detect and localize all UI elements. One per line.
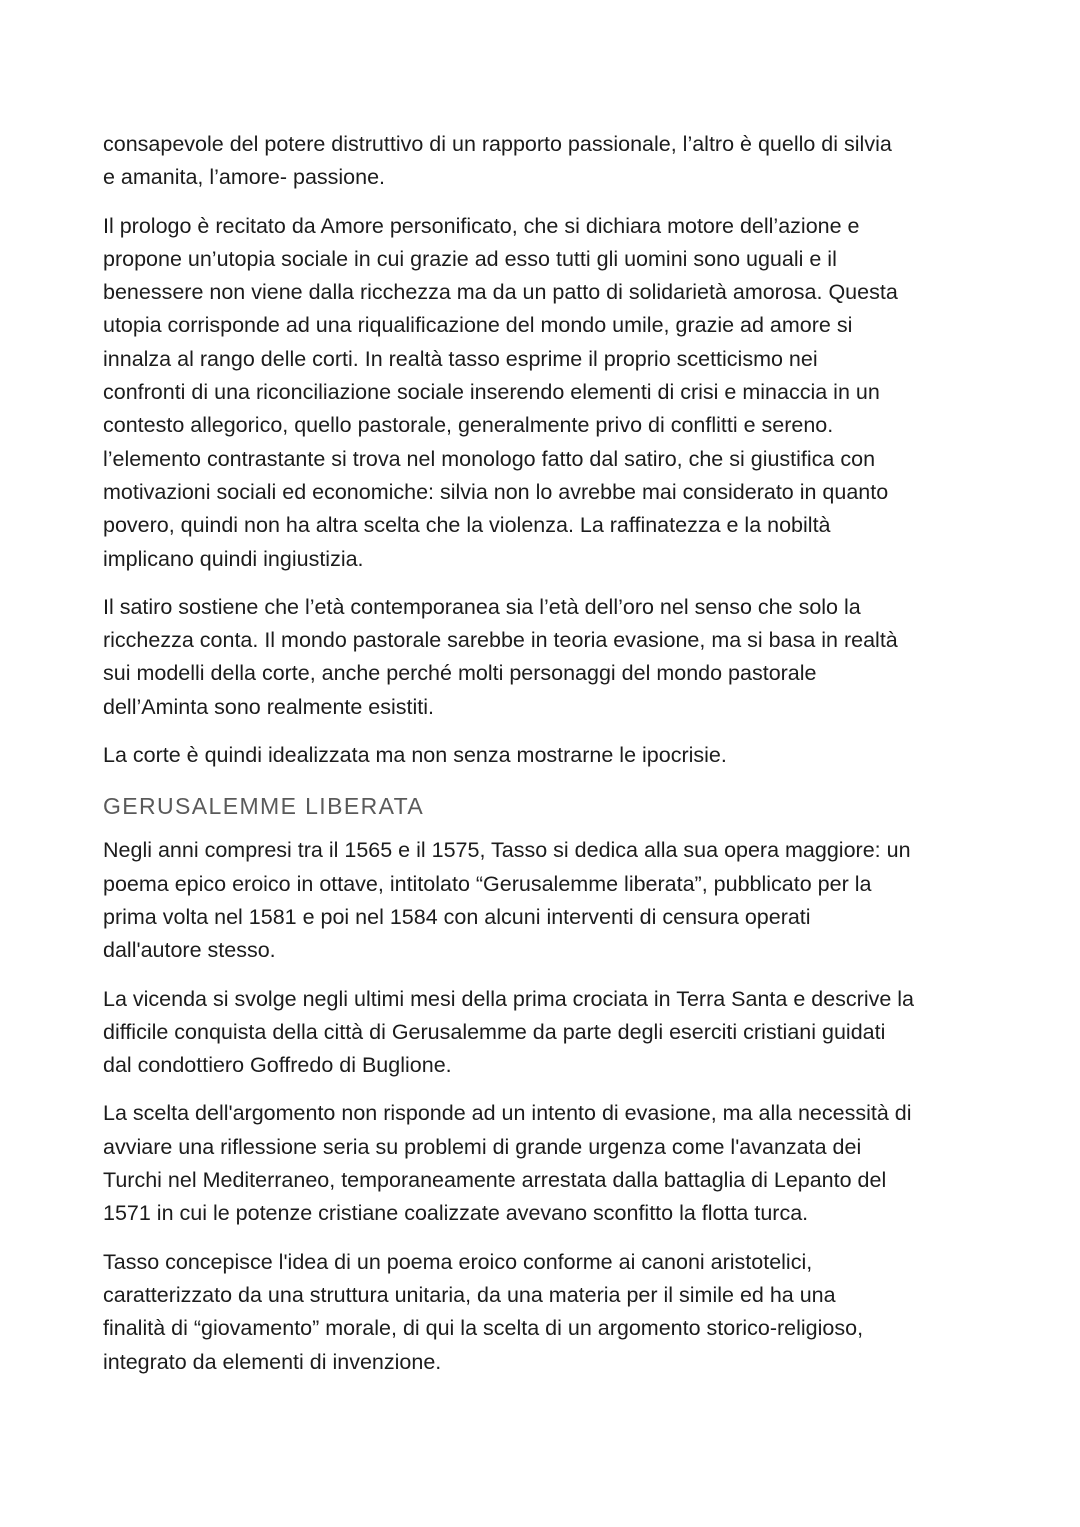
text-line: 1571 in cui le potenze cristiane coalizzate avevano sconfitto la flotta turca. <box>103 1201 809 1226</box>
text-line: La corte è quindi idealizzata ma non senza mostrarne le ipocrisie. <box>103 743 727 768</box>
text-line: integrato da elementi di invenzione. <box>103 1349 442 1374</box>
text-line: prima volta nel 1581 e poi nel 1584 con alcuni interventi di censura operati <box>103 904 811 929</box>
text-line: contesto allegorico, quello pastorale, generalmente privo di conflitti e sereno. <box>103 413 834 438</box>
text-line: La vicenda si svolge negli ultimi mesi della prima crociata in Terra Santa e descrive la <box>103 986 915 1011</box>
text-line: utopia corrisponde ad una riqualificazione del mondo umile, grazie ad amore si <box>103 313 853 338</box>
text-line: finalità di “giovamento” morale, di qui la scelta di un argomento storico-religioso, <box>103 1316 864 1341</box>
section-heading: GERUSALEMME LIBERATA <box>103 793 425 820</box>
text-line: ricchezza conta. Il mondo pastorale sarebbe in teoria evasione, ma si basa in realtà <box>103 628 898 653</box>
text-line: implicano quindi ingiustizia. <box>103 546 364 571</box>
paragraph-3 <box>103 591 993 724</box>
paragraph-5 <box>103 834 993 967</box>
text-line: Il satiro sostiene che l’età contemporanea sia l’età dell’oro nel senso che solo la <box>103 594 861 619</box>
text-line: povero, quindi non ha altra scelta che la violenza. La raffinatezza e la nobiltà <box>103 513 831 538</box>
paragraph-7 <box>103 1097 993 1230</box>
text-line: sui modelli della corte, anche perché molti personaggi del mondo pastorale <box>103 661 817 686</box>
paragraph-4 <box>103 739 993 772</box>
paragraph-2 <box>103 210 993 576</box>
document-body <box>103 128 993 1394</box>
paragraph-6 <box>103 983 993 1083</box>
text-line: motivazioni sociali ed economiche: silvia non lo avrebbe mai considerato in quanto <box>103 479 889 504</box>
text-line: caratterizzato da una struttura unitaria, da una materia per il simile ed ha una <box>103 1282 836 1307</box>
text-line: propone un’utopia sociale in cui grazie ad esso tutti gli uomini sono uguali e il <box>103 246 837 271</box>
text-line: avviare una riflessione seria su problemi di grande urgenza come l'avanzata dei <box>103 1134 862 1159</box>
text-line: Il prologo è recitato da Amore personificato, che si dichiara motore dell’azione e <box>103 213 860 238</box>
text-line: innalza al rango delle corti. In realtà tasso esprime il proprio scetticismo nei <box>103 346 818 371</box>
text-line: dall'autore stesso. <box>103 938 276 963</box>
text-line: difficile conquista della città di Gerusalemme da parte degli eserciti cristiani guidati <box>103 1019 886 1044</box>
text-line: e amanita, l’amore- passione. <box>103 165 386 190</box>
text-line: Negli anni compresi tra il 1565 e il 1575, Tasso si dedica alla sua opera maggiore: un <box>103 838 911 863</box>
text-line: La scelta dell'argomento non risponde ad un intento di evasione, ma alla necessità di <box>103 1101 912 1126</box>
text-line: Turchi nel Mediterraneo, temporaneamente arrestata dalla battaglia di Lepanto del <box>103 1168 887 1193</box>
paragraph-1 <box>103 128 993 195</box>
text-line: dal condottiero Goffredo di Buglione. <box>103 1053 452 1078</box>
text-line: confronti di una riconciliazione sociale inserendo elementi di crisi e minaccia in un <box>103 380 880 405</box>
text-line: consapevole del potere distruttivo di un rapporto passionale, l’altro è quello di silvia <box>103 132 892 156</box>
text-line: l’elemento contrastante si trova nel monologo fatto dal satiro, che si giustifica con <box>103 446 876 471</box>
text-line: dell’Aminta sono realmente esistiti. <box>103 694 435 719</box>
text-line: benessere non viene dalla ricchezza ma da un patto di solidarietà amorosa. Questa <box>103 280 898 305</box>
text-line: poema epico eroico in ottave, intitolato “Gerusalemme liberata”, pubblicato per la <box>103 871 872 896</box>
paragraph-8 <box>103 1246 993 1379</box>
text-line: Tasso concepisce l'idea di un poema eroico conforme ai canoni aristotelici, <box>103 1249 813 1274</box>
